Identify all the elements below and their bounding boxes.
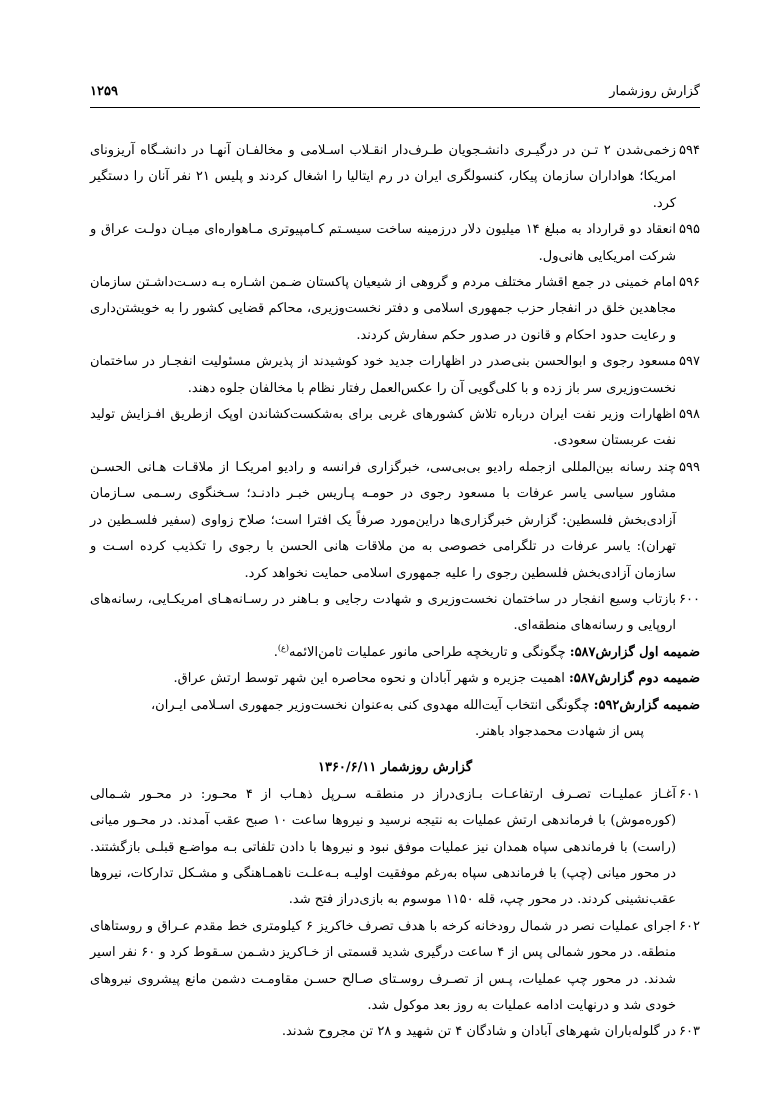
appendix-text: چگونگی انتخاب آیت‌الله مهدوی کنی به‌عنوان نخست‌وزیر جمهوری اسـلامی ایـران، <box>150 697 590 713</box>
section-title: گزارش روزشمار ۱۳۶۰/۶/۱۱ <box>317 760 473 776</box>
entry-number: ۵۹۹ <box>679 459 700 475</box>
running-header-title: گزارش روزشمار <box>609 84 700 99</box>
report-entry <box>90 270 700 349</box>
appendix-label: ضمیمه اول گزارش۵۸۷: <box>569 644 700 660</box>
appendix-note <box>90 693 700 746</box>
entry-text: انعقاد دو قرارداد به مبلغ ۱۴ میلیون دلار درزمینه ساخت سیسـتم کـامپیوتری مـاهواره‌ای میـان دولـت عراق و شرکت امریکایی هانی‌ول. <box>90 222 677 264</box>
appendix-label: ضمیمه گزارش۵۹۲: <box>593 697 700 713</box>
report-entry <box>90 782 700 914</box>
entry-number: ۶۰۳ <box>679 1024 700 1040</box>
entry-number: ۵۹۶ <box>679 275 700 291</box>
entry-text: در گلوله‌باران شهرهای آبادان و شادگان ۴ تن شهید و ۲۸ تن مجروح شدند. <box>281 1024 677 1040</box>
entry-number: ۶۰۱ <box>679 786 700 802</box>
appendix-continuation: پس از شهادت محمدجواد باهنر. <box>475 723 644 739</box>
entry-text: اظهارات وزیر نفت ایران درباره تلاش کشورهای غربی برای به‌شکست‌کشاندن اوپک ازطریق افـزایش تولید نفت عربستان سعودی. <box>90 407 677 449</box>
report-entry <box>90 587 700 640</box>
appendix-note <box>90 666 700 692</box>
entry-text: بازتاب وسیع انفجار در ساختمان نخست‌وزیری و شهادت رجایی و بـاهنر در رسـانه‌هـای امریکـایی، رسانه‌های اروپایی و رسانه‌های منطقه‌ای. <box>90 591 677 634</box>
entry-text: آغـاز عملیـات تصـرف ارتفاعـات بـازی‌دراز در منطقـه سـرپل ذهـاب از ۴ محـور: در محـور شـمالی (کوره‌موش) با فرماندهی ارتش عملیات به نتیجه نرسید و نیروها ساعت ۱۰ صبح عقب آمدند. در محـور میانی (راست) با فرماندهی سپاه همدان نیز عملیات موفق نبود و نیروها با دادن تلفاتی بـه مواضـع قبلـی بازگشتند. در محور میانی (چپ) با فرماندهی سپاه به‌رغم موفقیت اولیـه بـه‌علـت ناهمـاهنگی و مشـکل تدارکات، نیروها عقب‌نشینی کردند. در محور چپ، قله ۱۱۵۰ موسوم به بازی‌دراز فتح شد. <box>90 786 677 908</box>
running-header <box>90 84 700 108</box>
entry-text: زخمی‌شدن ۲ تـن در درگیـری دانشـجویان طـرف‌دار انقـلاب اسـلامی و مخالفـان آنهـا در دانشـگاه آریزونای امریکا؛ هواداران سازمان پیکار، کنسولگری ایران در رم ایتالیا را اشغال کردند و پلیس ۲۱ نفر آنان را دستگیر کرد. <box>90 143 677 211</box>
entry-number: ۵۹۸ <box>679 407 700 423</box>
appendix-text: چگونگی و تاریخچه طراحی مانور عملیات ثامن‌الائمه <box>288 644 566 660</box>
appendix-tail: . <box>273 644 278 660</box>
entry-number: ۵۹۷ <box>679 354 700 370</box>
entry-number: ۵۹۵ <box>679 222 700 238</box>
report-entry <box>90 1019 700 1045</box>
appendix-note <box>90 640 700 666</box>
entry-text: امام خمینی در جمع اقشار مختلف مردم و گروهی از شیعیان پاکستان ضـمن اشـاره بـه دسـت‌داشـتن سازمان مجاهدین خلق در انفجار حزب جمهوری اسلامی و دفتر نخست‌وزیری، محاکم قضایی کشور را به خویشتن‌داری و رعایت حدود احکام و قانون در صدور حکم سفارش کردند. <box>90 275 677 343</box>
report-entry <box>90 349 700 402</box>
entry-number: ۶۰۰ <box>679 591 700 607</box>
document-page <box>90 84 700 1084</box>
entry-number: ۵۹۴ <box>679 143 700 158</box>
report-entry <box>90 455 700 587</box>
report-entry <box>90 138 700 217</box>
report-entry <box>90 402 700 455</box>
report-entry <box>90 914 700 1020</box>
report-entry <box>90 217 700 270</box>
entry-text: اجرای عملیات نصر در شمال رودخانه کرخه با هدف تصرف خاکریز ۶ کیلومتری خط مقدم عـراق و روستاهای منطقه. در محور شمالی پس از ۴ ساعت درگیری شدید قسمتی از خـاکریز دشـمن سـقوط کرد و ۶۰ نفر اسیر شدند. در محور چپ عملیات، پـس از تصـرف روسـتای صـالح حسـن مقاومـت دشمن مانع پیشروی نیروهای خودی شد و درنهایت ادامه عملیات به روز بعد موکول شد. <box>90 918 677 1013</box>
entry-text: چند رسانه بین‌المللی ازجمله رادیو بی‌بی‌سی، خبرگزاری فرانسه و رادیو امریکـا از ملاقـات هـانی الحسـن مشاور سیاسی یاسر عرفات با مسعود رجوی در حومـه پـاریس خبـر دادنـد؛ سـخنگوی رسـمی سـازمان آزادی‌بخش فلسطین: گزارش خبرگزاری‌ها دراین‌مورد صرفاً یک افترا است؛ صلاح زواوی (سفیر فلسـطین در تهران): یاسر عرفات در تلگرامی خصوصی به من ملاقات هانی الحسن با رجوی را تکذیب کرده اسـت و سازمان آزادی‌بخش فلسطین رجوی را علیه جمهوری اسلامی حمایت نخواهد کرد. <box>90 459 677 581</box>
appendix-label: ضمیمه دوم گزارش۵۸۷: <box>568 671 700 687</box>
entry-text: مسعود رجوی و ابوالحسن بنی‌صدر در اظهارات جدید خود کوشیدند از پذیرش مسئولیت انفجـار در ساختمان نخست‌وزیری سر باز زده و با کلی‌گویی آن را عکس‌العمل رفتار نظام با مخالفان جلوه دهند. <box>90 354 677 396</box>
page-number: ۱۲۵۹ <box>90 84 118 99</box>
appendix-text: اهمیت جزیره و شهر آبادان و نحوه محاصره این شهر توسط ارتش عراق. <box>173 671 565 687</box>
body-text <box>90 138 700 1046</box>
appendix-superscript: (ع) <box>277 643 289 653</box>
entry-number: ۶۰۲ <box>679 918 700 934</box>
